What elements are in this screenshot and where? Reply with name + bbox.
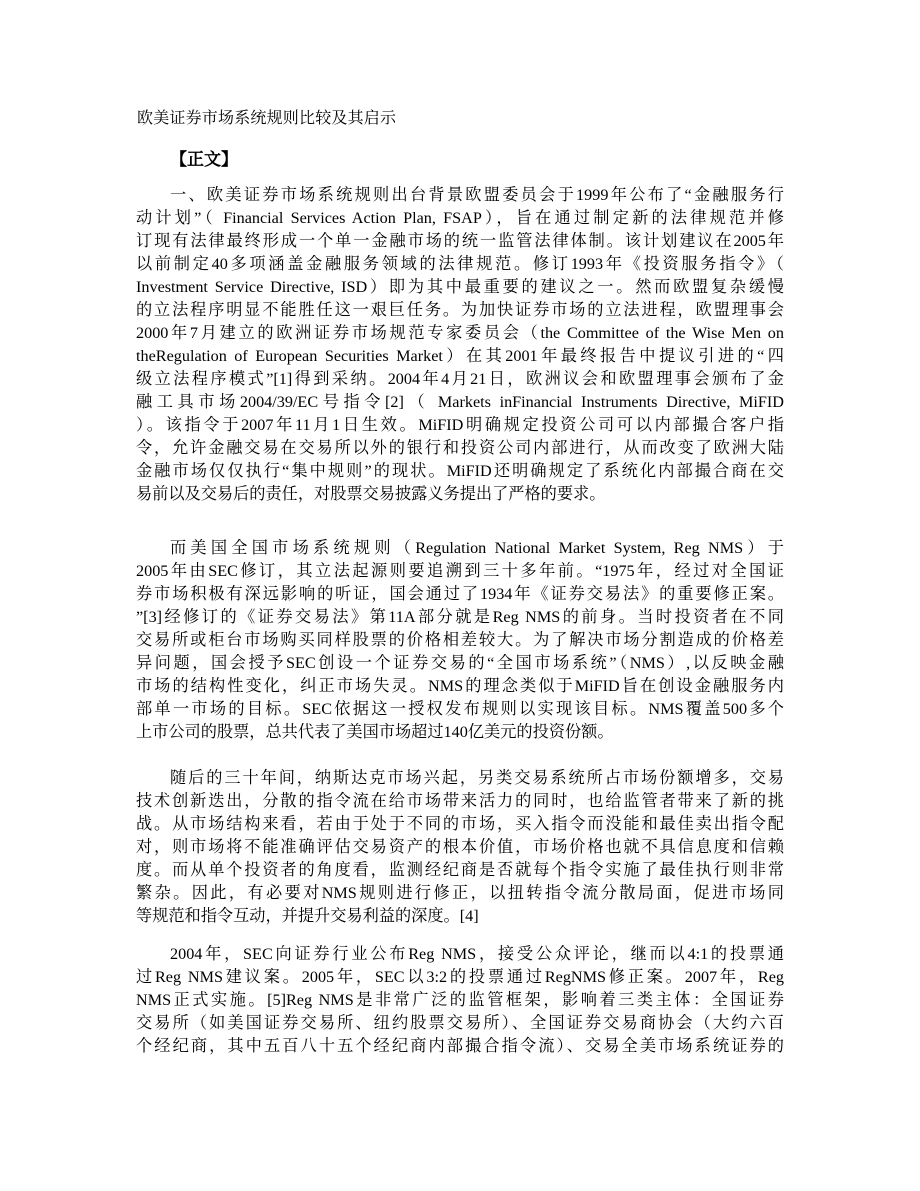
paragraph-line: 度。而从单个投资者的角度看，监测经纪商是否就每个指令实施了最佳执行则非常 [136, 861, 784, 879]
paragraph-line: ”[3]经修订的《证券交易法》第11A部分就是Reg NMS的前身。当时投资者在不同 [136, 608, 784, 626]
paragraph-line: 繁杂。因此，有必要对NMS规则进行修正，以扭转指令流分散局面，促进市场同 [136, 884, 784, 902]
paragraph-line: ）。该指令于2007年11月1日生效。MiFID明确规定投资公司可以内部撮合客户指 [136, 416, 784, 434]
paragraph-2004-adoption [136, 943, 784, 1058]
paragraph-line: 异问题，国会授予SEC创设一个证券交易的“全国市场系统”（NMS）,以反映金融 [136, 654, 784, 672]
paragraph-thirty-years [136, 767, 784, 928]
paragraph-line: 技术创新迭出，分散的指令流在给市场带来活力的同时，也给监管者带来了新的挑 [136, 792, 784, 810]
paragraph-line: 动计划”（ Financial Services Action Plan, FSAP），旨在通过制定新的法律规范并修 [136, 209, 784, 227]
paragraph-line: Investment Service Directive, ISD）即为其中最重要的建议之一。然而欧盟复杂缓慢 [136, 278, 784, 296]
paragraph-line: 的立法程序明显不能胜任这一艰巨任务。为加快证券市场的立法进程，欧盟理事会 [136, 301, 784, 319]
paragraph-line: 部单一市场的目标。SEC依据这一授权发布规则以实现该目标。NMS覆盖500多个 [136, 700, 784, 718]
paragraph-line: 2005年由SEC修订，其立法起源则要追溯到三十多年前。“1975年，经过对全国证 [136, 562, 784, 580]
paragraph-line: 券市场积极有深远影响的听证，国会通过了1934年《证券交易法》的重要修正案。 [136, 585, 784, 603]
paragraph-line: 易前以及交易后的责任，对股票交易披露义务提出了严格的要求。 [136, 485, 606, 503]
paragraph-line: 市场的结构性变化，纠正市场失灵。NMS的理念类似于MiFID旨在创设金融服务内 [136, 677, 784, 695]
paragraph-line: 交易所（如美国证券交易所、纽约股票交易所）、全国证券交易商协会（大约六百 [136, 1014, 784, 1032]
paragraph-line: 上市公司的股票，总共代表了美国市场超过140亿美元的投资份额。 [136, 723, 614, 741]
paragraph-line: 金融市场仅仅执行“集中规则”的现状。MiFID还明确规定了系统化内部撮合商在交 [136, 462, 784, 480]
paragraph-line: theRegulation of European Securities Market）在其2001年最终报告中提议引进的“四 [136, 347, 784, 365]
paragraph-line: 个经纪商，其中五百八十五个经纪商内部撮合指令流）、交易全美市场系统证券的 [136, 1037, 784, 1055]
paragraph-line: 2004年，SEC向证券行业公布Reg NMS，接受公众评论，继而以4:1的投票通 [170, 945, 784, 963]
paragraph-line: 而美国全国市场系统规则（Regulation National Market System, Reg NMS）于 [170, 539, 784, 557]
paragraph-background [136, 184, 784, 506]
paragraph-line: 对，则市场将不能准确评估交易资产的根本价值，市场价格也就不具信息度和信赖 [136, 838, 784, 856]
paragraph-us-reg-nms [136, 537, 784, 744]
paragraph-line: 等规范和指令互动，并提升交易利益的深度。[4] [136, 907, 479, 925]
paragraph-line: 融工具市场2004/39/EC号指令[2]（ Markets inFinancial Instruments Directive, MiFID [136, 393, 784, 411]
paragraph-line: NMS正式实施。[5]Reg NMS是非常广泛的监管框架，影响着三类主体：全国证券 [136, 991, 784, 1009]
paragraph-line: 令，允许金融交易在交易所以外的银行和投资公司内部进行，从而改变了欧洲大陆 [136, 439, 784, 457]
paragraph-line: 一、欧美证券市场系统规则出台背景欧盟委员会于1999年公布了“金融服务行 [170, 186, 784, 204]
paragraph-line: 订现有法律最终形成一个单一金融市场的统一监管法律体制。该计划建议在2005年 [136, 232, 784, 250]
paragraph-line: 交易所或柜台市场购买同样股票的价格相差较大。为了解决市场分割造成的价格差 [136, 631, 784, 649]
paragraph-line: 2000年7月建立的欧洲证券市场规范专家委员会（the Committee of the Wise Men on [136, 324, 784, 342]
paragraph-line: 战。从市场结构来看，若由于处于不同的市场，买入指令而没能和最佳卖出指令配 [136, 815, 784, 833]
paragraph-line: 以前制定40多项涵盖金融服务领域的法律规范。修订1993年《投资服务指令》（ [136, 255, 784, 273]
document-title: 欧美证券市场系统规则比较及其启示 [137, 110, 397, 127]
paragraph-line: 过Reg NMS建议案。2005年，SEC以3:2的投票通过RegNMS修正案。2007年，Reg [136, 968, 784, 986]
section-heading: 【正文】 [170, 150, 238, 169]
paragraph-line: 随后的三十年间，纳斯达克市场兴起，另类交易系统所占市场份额增多，交易 [170, 769, 784, 787]
paragraph-line: 级立法程序模式”[1]得到采纳。2004年4月21日，欧洲议会和欧盟理事会颁布了金 [136, 370, 784, 388]
